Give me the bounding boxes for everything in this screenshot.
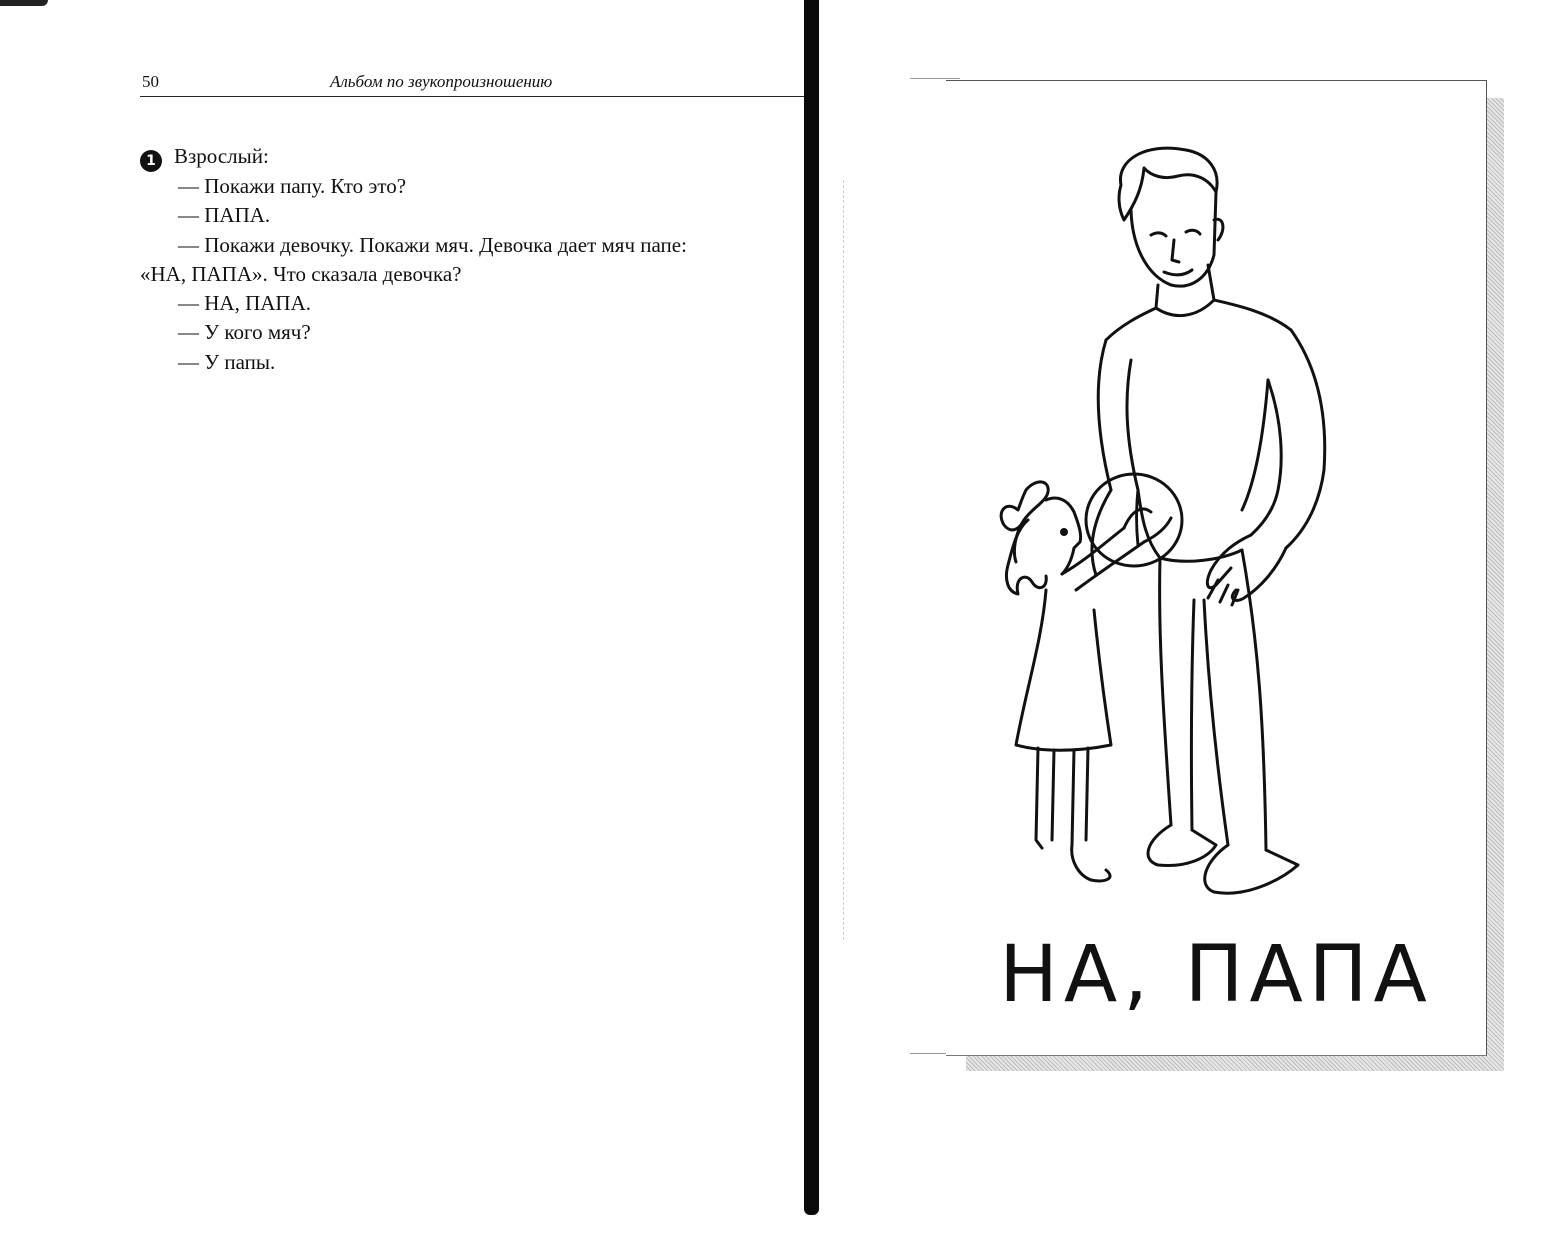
exercise-text [140,142,820,377]
book-spine [804,0,819,1215]
page-margin-guide [843,180,844,940]
running-title: Альбом по звукопроизношению [330,72,553,91]
scan-corner-mark [0,0,48,6]
card-top-rule [910,78,960,79]
girl-figure [1001,482,1171,881]
dialogue-line: «НА, ПАПА». Что сказала девочка? [140,261,462,286]
father-daughter-ball-illustration-icon [946,80,1486,1054]
page-number: 50 [142,72,159,91]
dialogue-line: — У папы. [178,349,276,374]
exercise-speaker-line [140,142,820,172]
dialogue-line: — Покажи девочку. Покажи мяч. Девочка дает мяч папе: [178,232,687,257]
page-header [140,70,806,97]
ball-shape [1086,474,1182,566]
card-caption: НА, ПАПА [999,930,1433,1020]
exercise-number-icon: 1 [140,150,162,172]
dialogue-line: — У кого мяч? [178,320,311,345]
dialogue-line: — ПАПА. [178,203,271,228]
dialogue-line: — Покажи папу. Кто это? [178,174,407,198]
dialogue-line: — НА, ПАПА. [178,291,311,316]
speaker-label: Взрослый: [174,144,269,168]
